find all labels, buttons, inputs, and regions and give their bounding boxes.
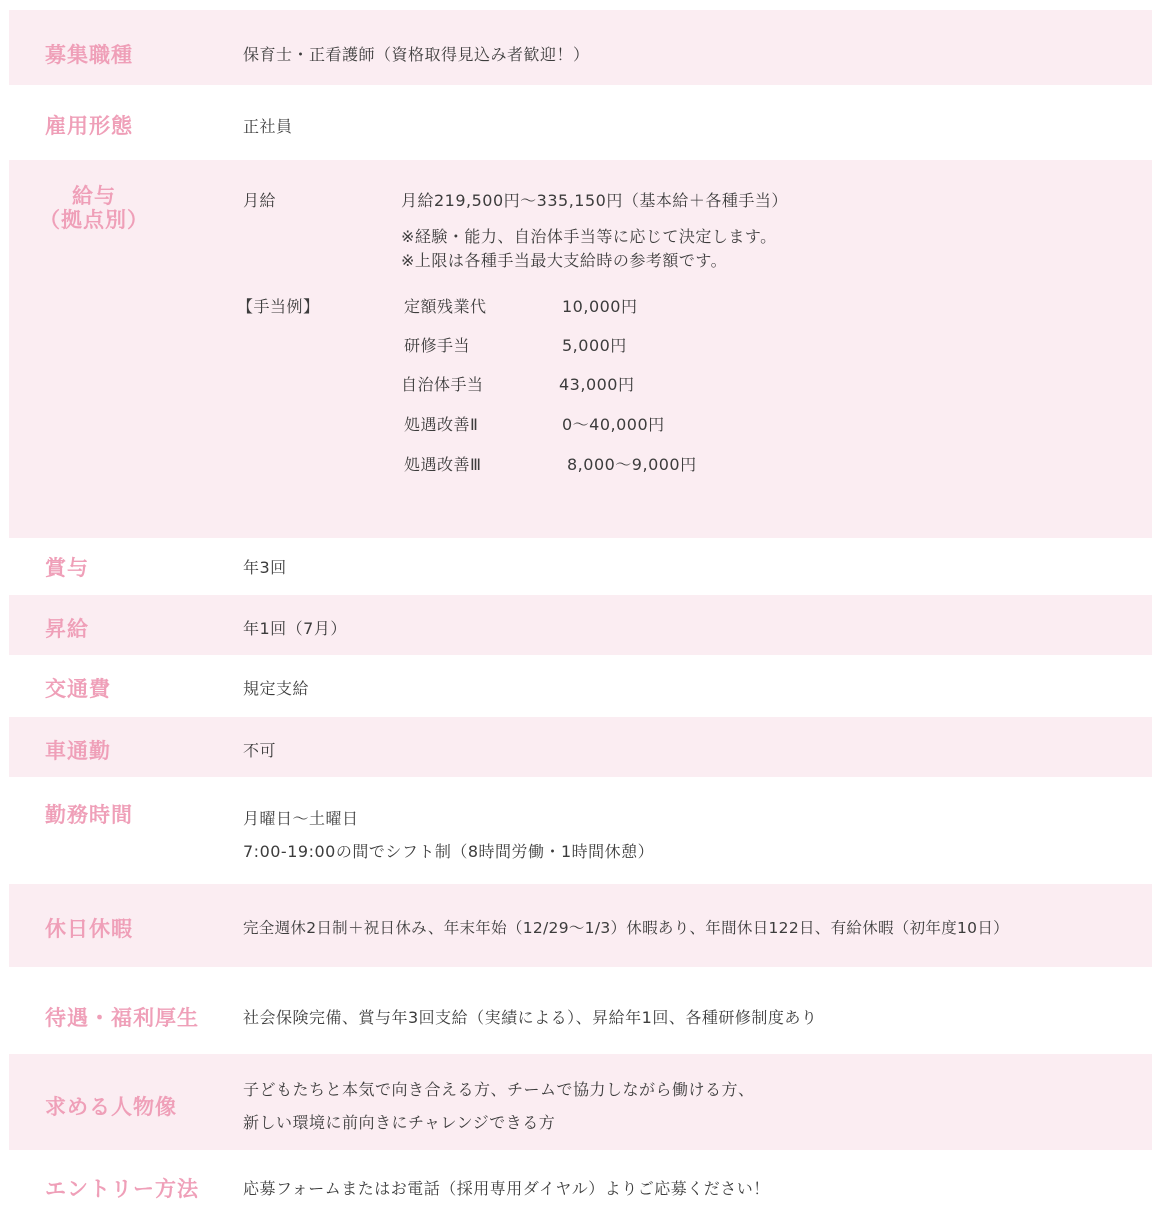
- value-employment: 正社員: [243, 117, 293, 136]
- label-hours: 勤務時間: [45, 803, 133, 827]
- salary-monthly-value: 月給219,500円～335,150円（基本給＋各種手当）: [401, 191, 788, 210]
- value-hours-line2: 7:00-19:00の間でシフト制（8時間労働・1時間休憩）: [243, 842, 655, 861]
- value-holidays: 完全週休2日制＋祝日休み、年末年始（12/29～1/3）休暇あり、年間休日122日、有給休暇（初年度10日）: [243, 919, 1009, 937]
- allowance-name: 定額残業代: [404, 297, 487, 316]
- allowance-amount: 10,000円: [562, 297, 638, 316]
- label-job-type: 募集職種: [45, 43, 133, 67]
- allowance-name: 処遇改善Ⅱ: [404, 415, 479, 434]
- value-hours: [243, 802, 654, 868]
- salary-monthly-label: 月給: [243, 191, 277, 210]
- value-hours-line1: 月曜日～土曜日: [243, 809, 359, 828]
- label-bonus: 賞与: [45, 556, 89, 580]
- label-salary: [9, 184, 179, 232]
- row-hours: [9, 777, 1152, 884]
- label-salary-line2: （拠点別）: [39, 208, 149, 232]
- label-holidays: 休日休暇: [45, 917, 133, 941]
- allowance-amount: 43,000円: [559, 375, 635, 394]
- row-transport: [9, 655, 1152, 717]
- allowance-name: 処遇改善Ⅲ: [404, 455, 482, 474]
- value-ideal-line1: 子どもたちと本気で向き合える方、チームで協力しながら働ける方、: [243, 1080, 755, 1099]
- label-employment: 雇用形態: [45, 114, 133, 138]
- row-ideal: [9, 1054, 1152, 1150]
- label-salary-line1: 給与: [72, 184, 116, 208]
- allowance-amount: 5,000円: [562, 336, 627, 355]
- value-ideal: [243, 1073, 755, 1139]
- label-benefits: 待遇・福利厚生: [45, 1006, 199, 1030]
- value-entry: 応募フォームまたはお電話（採用専用ダイヤル）よりご応募ください！: [243, 1179, 770, 1198]
- row-entry: [9, 1150, 1152, 1220]
- salary-note-1: ※経験・能力、自治体手当等に応じて決定します。: [401, 227, 777, 246]
- allowance-name: 研修手当: [404, 336, 471, 355]
- label-car-commute: 車通勤: [45, 739, 111, 763]
- row-employment: [9, 85, 1152, 160]
- row-job-type: [9, 10, 1152, 85]
- allowance-name: 自治体手当: [401, 375, 484, 394]
- value-transport: 規定支給: [243, 679, 310, 698]
- row-bonus: [9, 538, 1152, 595]
- label-transport: 交通費: [45, 677, 111, 701]
- row-raise: [9, 595, 1152, 655]
- salary-note-2: ※上限は各種手当最大支給時の参考額です。: [401, 251, 728, 270]
- allowance-amount: 0～40,000円: [562, 415, 665, 434]
- value-ideal-line2: 新しい環境に前向きにチャレンジできる方: [243, 1113, 556, 1132]
- label-raise: 昇給: [45, 617, 89, 641]
- row-holidays: [9, 884, 1152, 967]
- value-raise: 年1回（7月）: [243, 619, 347, 638]
- label-ideal: 求める人物像: [45, 1095, 177, 1119]
- value-benefits: 社会保険完備、賞与年3回支給（実績による）、昇給年1回、各種研修制度あり: [243, 1008, 818, 1027]
- label-entry: エントリー方法: [45, 1177, 199, 1201]
- allowance-amount: 8,000～9,000円: [567, 455, 697, 474]
- value-bonus: 年3回: [243, 558, 287, 577]
- row-benefits: [9, 967, 1152, 1054]
- value-car-commute: 不可: [243, 741, 277, 760]
- row-salary: [9, 160, 1152, 538]
- row-car-commute: [9, 717, 1152, 777]
- allowance-label: 【手当例】: [237, 297, 320, 316]
- value-job-type: 保育士・正看護師（資格取得見込み者歓迎！）: [243, 45, 590, 64]
